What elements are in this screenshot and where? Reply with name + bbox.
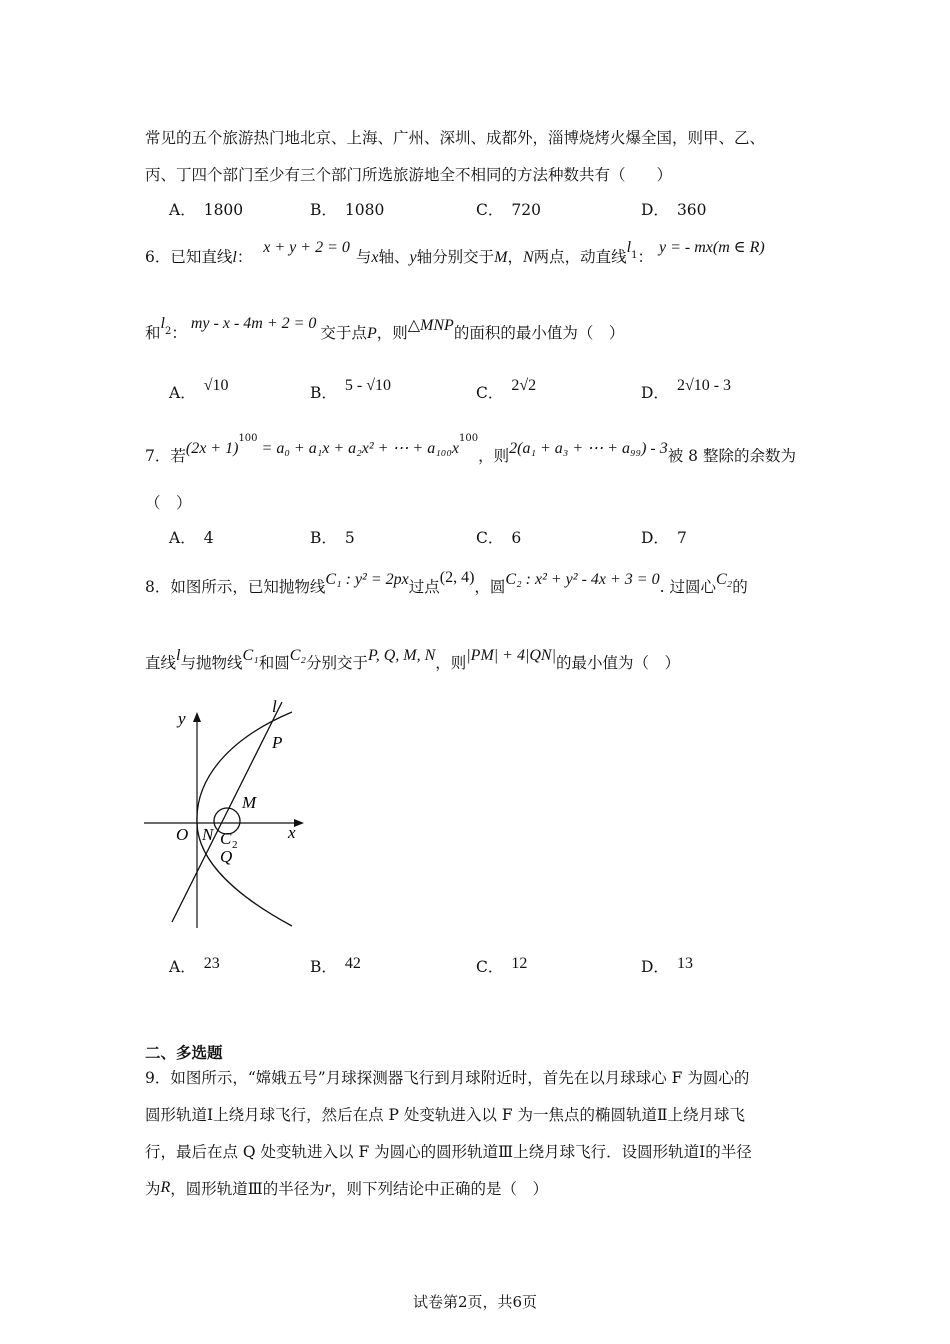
q6-eq-line-l2: my - x - 4m + 2 = 0 [190, 315, 317, 332]
label-y: y [178, 709, 186, 728]
q6-option-a[interactable]: A． √10 [169, 377, 229, 402]
label-c-sub: 2 [232, 839, 238, 851]
q8-circle-eq: C₂ : x² + y² - 4x + 3 = 0 [505, 571, 660, 588]
label-o: O [176, 825, 189, 844]
q8-option-a[interactable]: A． 23 [169, 955, 220, 976]
q6-eq-line-l: x + y + 2 = 0 [263, 239, 350, 256]
q5-stem-line2: 丙、丁四个部门至少有三个部门所选旅游地全不相同的方法种数共有（ ） [145, 166, 673, 184]
q6-stem-line1: 6．已知直线l： x + y + 2 = 0与x轴、y轴分别交于M，N两点，动直线$l_1$：y = - mx(m ∈ R) [145, 239, 765, 266]
q7-option-d[interactable]: D． 7 [641, 529, 687, 547]
q8-figure [140, 698, 310, 930]
label-x: x [288, 823, 296, 842]
q9-stem-line1: 9．如图所示，“嫦娥五号”月球探测器飞行到月球附近时，首先在以月球球心 F 为圆心的 [145, 1069, 750, 1087]
q7-stem-line1: 7．若$(2x + 1)^{100} = a_0 + a_1x + a_2x^2$ + ⋯ + $a_{100}x^{100}$，则2(a₁ + a₃ + ⋯ + a₉₉) - 3被 8 整除的余数为 [145, 433, 796, 466]
q7-option-b[interactable]: B． 5 [310, 529, 355, 547]
q5-option-a[interactable]: A． 1800 [169, 201, 244, 219]
q8-option-b[interactable]: B． 42 [310, 955, 361, 976]
q7-stem-line2: （ ） [145, 494, 192, 512]
label-c: C [220, 829, 232, 848]
q9-stem-line2: 圆形轨道Ⅰ上绕月球飞行，然后在点 P 处变轨进入以 F 为一焦点的椭圆轨道Ⅱ上绕月球飞 [145, 1106, 746, 1124]
q6-option-b[interactable]: B． 5 - √10 [310, 377, 391, 402]
line-l [172, 702, 282, 922]
label-p: P [272, 733, 283, 752]
label-n: N [202, 825, 214, 844]
q5-option-b[interactable]: B． 1080 [310, 201, 385, 219]
q7-expr: 2(a₁ + a₃ + ⋯ + a₉₉) - 3 [509, 440, 668, 458]
q6-triangle: △MNP [407, 317, 454, 334]
q6-option-c[interactable]: C． 2√2 [476, 377, 537, 402]
q6-eq-line-l1: y = - mx(m ∈ R) [659, 239, 765, 256]
q5-stem-line1: 常见的五个旅游热门地北京、上海、广州、深圳、成都外，淄博烧烤火爆全国，则甲、乙、 [145, 129, 766, 147]
q6-option-d[interactable]: D． 2√10 - 3 [641, 377, 732, 402]
q8-point: (2, 4) [439, 569, 475, 586]
y-axis-arrow [193, 712, 201, 722]
q6-stem-line2: 和$l_2$：my - x - 4m + 2 = 0交于点P，则△MNP的面积的最小值为（ ） [145, 315, 625, 342]
q9-stem-line4: 为R，圆形轨道Ⅲ的半径为r，则下列结论中正确的是（ ） [145, 1179, 548, 1198]
q7-option-c[interactable]: C． 6 [476, 529, 522, 547]
q5-option-c[interactable]: C． 720 [476, 201, 541, 219]
section-heading-multiple-choice: 二、多选题 [145, 1043, 223, 1062]
q8-expression: |PM| + 4|QN| [466, 647, 556, 664]
page-footer: 试卷第2页，共6页 [412, 1293, 538, 1311]
q8-parabola-eq: C₁ : y² = 2px [325, 571, 409, 588]
label-q: Q [220, 847, 233, 866]
q8-stem-line2: 直线l与抛物线C₁和圆C₂分别交于P, Q, M, N，则|PM| + 4|QN|的最小值为（ ） [145, 647, 680, 672]
label-m: M [242, 793, 257, 812]
q8-stem-line1: 8．如图所示，已知抛物线C₁ : y² = 2px过点(2, 4)，圆C₂ : x² + y² - 4x + 3 = 0. 过圆心C₂的 [145, 569, 748, 596]
q9-stem-line3: 行，最后在点 Q 处变轨进入以 F 为圆心的圆形轨道Ⅲ上绕月球飞行．设圆形轨道Ⅰ的半径 [145, 1143, 752, 1161]
q7-eq-left: (2x + 1) [185, 440, 239, 458]
q5-option-d[interactable]: D． 360 [641, 201, 707, 219]
q8-points: P, Q, M, N [367, 647, 436, 664]
q7-option-a[interactable]: A． 4 [169, 529, 214, 547]
q8-option-c[interactable]: C． 12 [476, 955, 528, 976]
label-l: l [272, 698, 277, 716]
q8-option-d[interactable]: D． 13 [641, 955, 693, 976]
q7-eq-right: = a₀ + a₁x + a₂x² + ⋯ + a₁₀₀x [257, 440, 459, 458]
